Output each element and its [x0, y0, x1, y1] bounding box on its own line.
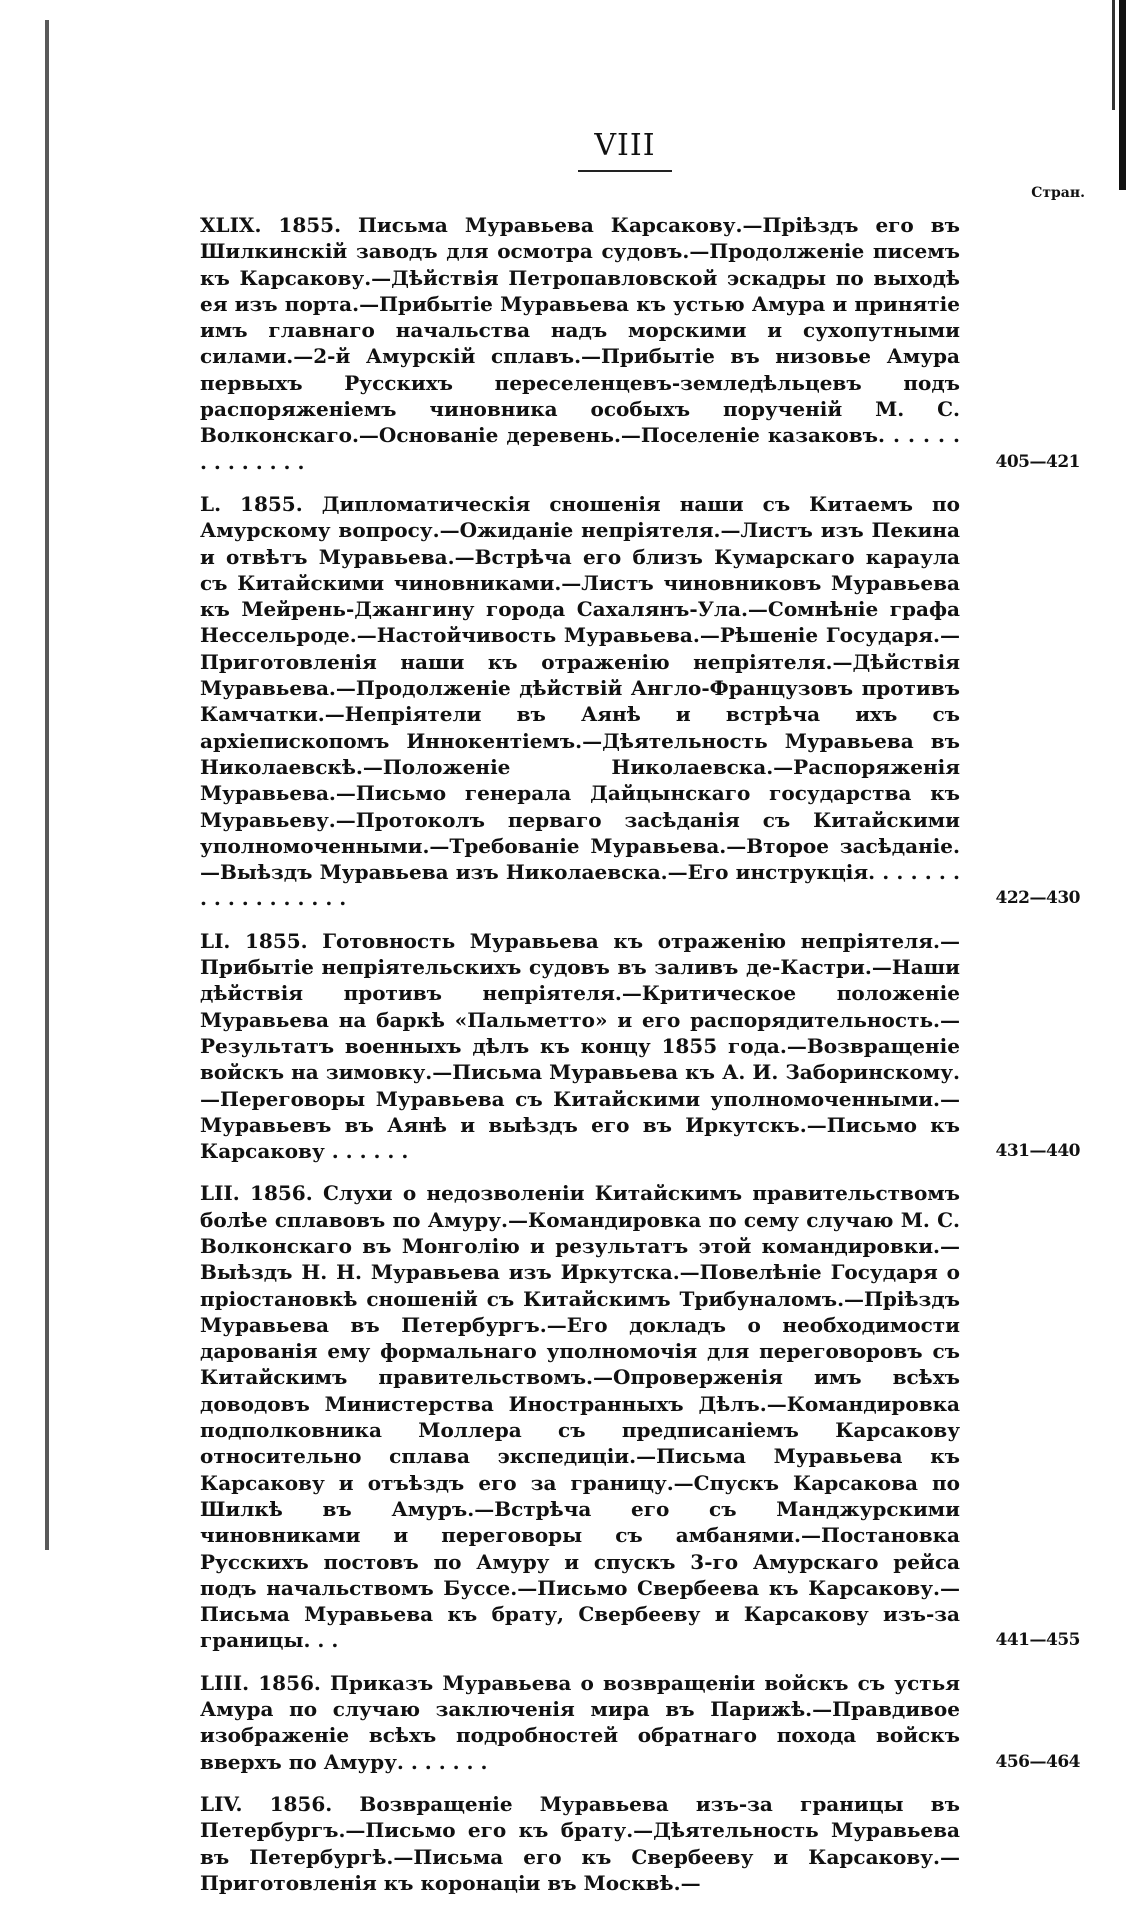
contents-entry: [200, 1791, 1080, 1896]
pages-column-header: Стран.: [1031, 185, 1085, 201]
entry-text: Письма Муравьева Карсакову.—Пріѣздъ его въ Шилкинскій заводъ для осмотра судовъ.—Продолженіе писемъ къ Карсакову.—Дѣйствія Петропавловской эскадры по выходѣ ея изъ порта.—Прибытіе Муравьева къ устью Амура и принятіе имъ главнаго начальства надъ морскими и сухопутными силами.—2-й Амурскій сплавъ.—Прибытіе въ низовье Амура первыхъ Русскихъ переселенцевъ-земледѣльцевъ подъ распоряженіемъ чиновника особыхъ порученій М. С. Волконскаго.—Основаніе деревень.—Поселеніе казаковъ. . . . . . . . . . . . . .: [200, 213, 960, 474]
contents-entry: [200, 1180, 1080, 1653]
entry-body: [200, 1670, 960, 1775]
entry-pages: 456—464: [995, 1751, 1080, 1772]
entry-label: LII. 1856.: [200, 1181, 313, 1206]
entry-body: [200, 928, 960, 1165]
entry-body: [200, 212, 960, 475]
entry-text: Дипломатическія сношенія наши съ Китаемъ по Амурскому вопросу.—Ожиданіе непріятеля.—Листъ изъ Пекина и отвѣтъ Муравьева.—Встрѣча его близъ Кумарскаго караула съ Китайскими чиновниками.—Листъ чиновниковъ Муравьева къ Мейрень-Джангину города Сахалянъ-Ула.—Сомнѣніе графа Нессельроде.—Настойчивость Муравьева.—Рѣшеніе Государя.—Приготовленія наши къ отраженію непріятеля.—Дѣйствія Муравьева.—Продолженіе дѣйствій Англо-Французовъ противъ Камчатки.—Непріятели въ Аянѣ и встрѣча ихъ съ архіепископомъ Иннокентіемъ.—Дѣятельность Муравьева въ Николаевскѣ.—Положеніе Николаевска.—Распоряженія Муравьева.—Письмо генерала Дайцынскаго государства къ Муравьеву.—Протоколъ перваго засѣданія съ Китайскими уполномоченными.—Требованіе Муравьева.—Второе засѣданіе.—Выѣздъ Муравьева изъ Николаевска.—Его инструкція. . . . . . . . . . . . . . . . . .: [200, 491, 960, 911]
entry-body: [200, 1791, 960, 1896]
scan-edge-right: [1119, 0, 1126, 190]
entry-pages: 422—430: [995, 888, 1080, 909]
contents-list: [200, 212, 1080, 1912]
contents-entry: [200, 1670, 1080, 1775]
scan-edge-right-inner: [1112, 0, 1115, 110]
entry-text: Приказъ Муравьева о возвращеніи войскъ съ устья Амура по случаю заключенія мира въ Парижѣ.—Правдивое изображеніе всѣхъ подробностей обратнаго похода войскъ вверхъ по Амуру. . . . . . .: [200, 1670, 960, 1774]
entry-pages: 441—455: [995, 1630, 1080, 1651]
page-number: VIII: [594, 128, 656, 163]
entry-pages: 405—421: [995, 451, 1080, 472]
entry-body: [200, 491, 960, 912]
entry-label: XLIX. 1855.: [200, 213, 342, 237]
entry-text: Возвращеніе Муравьева изъ-за границы въ Петербургъ.—Письмо его къ брату.—Дѣятельность Муравьева въ Петербургѣ.—Письма его къ Свербееву и Карсакову.—Приготовленія къ коронаціи въ Москвѣ.—: [200, 1791, 960, 1895]
entry-text: Готовность Муравьева къ отраженію непріятеля.—Прибытіе непріятельскихъ судовъ въ заливъ де-Кастри.—Наши дѣйствія противъ непріятеля.—Критическое положеніе Муравьева на баркѣ «Пальметто» и его распорядительность.—Результатъ военныхъ дѣлъ къ концу 1855 года.—Возвращеніе войскъ на зимовку.—Письма Муравьева къ А. И. Заборинскому.—Переговоры Муравьева съ Китайскими уполномоченными.—Муравьевъ въ Аянѣ и выѣздъ его въ Иркутскъ.—Письмо къ Карсакову . . . . . .: [200, 928, 960, 1164]
entry-label: LI. 1855.: [200, 928, 308, 953]
contents-entry: [200, 928, 1080, 1165]
entry-label: L. 1855.: [200, 491, 303, 516]
contents-entry: [200, 491, 1080, 912]
entry-label: LIV. 1856.: [200, 1791, 333, 1816]
entry-body: [200, 1180, 960, 1653]
entry-label: LIII. 1856.: [200, 1670, 321, 1695]
entry-text: Слухи о недозволеніи Китайскимъ правительствомъ болѣе сплавовъ по Амуру.—Командировка по сему случаю М. С. Волконскаго въ Монголію и результатъ этой командировки.—Выѣздъ Н. Н. Муравьева изъ Иркутска.—Повелѣніе Государя о пріостановкѣ сношеній съ Китайскимъ Трибуналомъ.—Пріѣздъ Муравьева въ Петербургъ.—Его докладъ о необходимости дарованія ему формальнаго уполномочія для переговоровъ съ Китайскимъ правительствомъ.—Опроверженія имъ всѣхъ доводовъ Министерства Иностранныхъ Дѣлъ.—Командировка подполковника Моллера съ предписаніемъ Карсакову относительно сплава экспедиціи.—Письма Муравьева къ Карсакову и отъѣздъ его за границу.—Спускъ Карсакова по Шилкѣ въ Амуръ.—Встрѣча его съ Манджурскими чиновниками и переговоры съ амбанями.—Постановка Русскихъ постовъ по Амуру и спускъ 3-го Амурскаго рейса подъ начальствомъ Буссе.—Письмо Свербеева къ Карсакову.—Письма Муравьева къ брату, Свербееву и Карсакову изъ-за границы. . .: [200, 1181, 961, 1653]
scan-edge-left: [45, 20, 49, 1550]
page-number-rule: [578, 170, 672, 172]
contents-entry: [200, 212, 1080, 475]
entry-pages: 431—440: [995, 1141, 1080, 1162]
